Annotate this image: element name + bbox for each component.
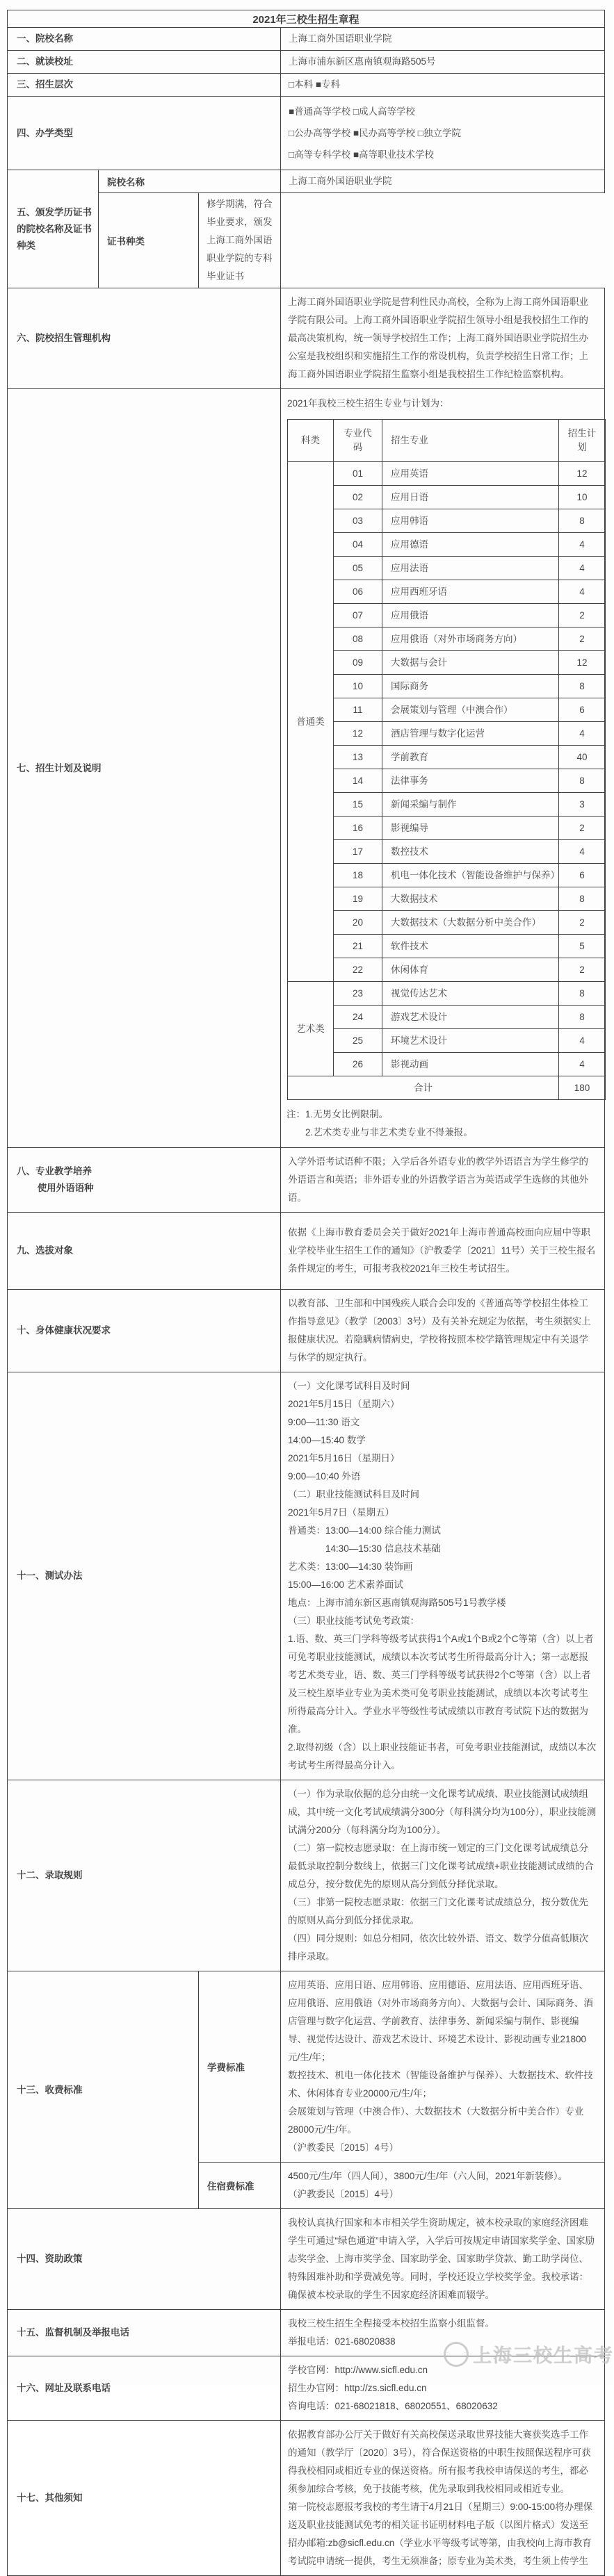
checkbox-line: □高等专科学校 ■高等职业技术学校 (289, 149, 435, 160)
row-admission-rules (8, 1780, 605, 1971)
major-name: 影视动画 (382, 1053, 559, 1076)
major-name: 会展策划与管理（中澳合作） (382, 698, 559, 721)
paragraph: （三）职业技能考试免考政策： (288, 1616, 419, 1626)
section-label-line2: 使用外语语种 (37, 1183, 94, 1193)
plan-table-header (288, 420, 605, 461)
paragraph: 数控技术、机电一体化技术（智能设备维护与保养）、大数据技术、软件技术、休闲体育专业20000元/生/年； (288, 2070, 593, 2099)
plan-count: 4 (579, 846, 585, 857)
plan-row (334, 485, 605, 509)
section-label: 十、身体健康状况要求 (8, 1290, 281, 1372)
plan-count: 6 (579, 704, 585, 715)
paragraph: （二）第一院校志愿录取：在上海市统一划定的三门文化课考试成绩总分最低录取控制分数线上，依据三门文化课考试成绩+职业技能测试成绩的合成总分，按分数优先的原则从高分到低分择优录取。 (288, 1843, 594, 1889)
paragraph: 9:00—11:30 语文 (288, 1417, 360, 1427)
major-name: 酒店管理与数字化运营 (382, 722, 559, 745)
row-test-method (8, 1372, 605, 1780)
section-label: 十二、录取规则 (8, 1780, 281, 1971)
major-code: 02 (334, 486, 382, 509)
plan-row (334, 580, 605, 603)
major-name: 软件技术 (382, 935, 559, 958)
major-code: 18 (334, 864, 382, 887)
plan-row (334, 816, 605, 839)
paragraph: 1.语、数、英三门学科等级考试获得1个A或1个B或2个C等第（含）以上者可免考职业技能测试，成绩以本次考试考生所得最高分计入；第一志愿报考艺术类专业，语、数、英三门学科等级考试获得2个C等第（含）以上者及三校生原毕业专业为美术类可免考职业技能测试，成绩以本次考试考生所得最高分计入。学业水平等级性考试成绩以市教育考试院下达的数据为准。 (288, 1634, 594, 1734)
plan-row (334, 1052, 605, 1076)
plan-count: 2 (579, 964, 585, 975)
major-code: 24 (334, 1006, 382, 1028)
major-code: 08 (334, 627, 382, 650)
plan-count: 4 (579, 1058, 585, 1069)
plan-cell (281, 389, 605, 1148)
plan-row (334, 769, 605, 792)
section-label: 十五、监督机制及举报电话 (8, 2310, 281, 2356)
major-code: 10 (334, 675, 382, 698)
plan-note-line: 2.艺术类专业与非艺术类专业不得兼报。 (286, 1127, 473, 1138)
plan-count: 8 (579, 680, 585, 691)
paragraph: 15:00—16:00 艺术素养面试 (288, 1580, 403, 1590)
category-cell: 普通类 (288, 462, 334, 981)
major-code: 03 (334, 509, 382, 532)
checkbox-line: □公办高等学校 ■民办高等学校 □独立学院 (289, 128, 461, 138)
checkbox-line: ■普通高等学校 □成人高等学校 (289, 106, 416, 117)
sub-label: 证书种类 (99, 193, 199, 288)
plan-row (334, 532, 605, 556)
plan-intro: 2021年我校三校生招生专业与计划为： (287, 398, 449, 409)
section-label: 十三、收费标准 (8, 1971, 199, 2209)
major-code: 11 (334, 698, 382, 721)
section-label-line1: 八、专业教学培养 (17, 1166, 92, 1176)
plan-note-line: 注：1.无男女比例限制。 (286, 1109, 389, 1119)
section-label: 十一、测试办法 (8, 1372, 281, 1780)
paragraph: 2021年5月7日（星期五） (288, 1507, 395, 1518)
category-cell: 艺术类 (288, 982, 334, 1076)
plan-row (334, 910, 605, 934)
row-foreign-language (8, 1148, 605, 1213)
plan-count: 4 (579, 562, 585, 573)
row-certificate-school (8, 170, 605, 193)
other-notes-paragraphs (281, 2421, 605, 2576)
plan-count: 8 (579, 893, 585, 904)
plan-count: 12 (576, 468, 588, 479)
plan-count: 2 (579, 633, 585, 644)
plan-row (334, 462, 605, 485)
sub-label: 学费标准 (199, 1971, 281, 2163)
plan-row (334, 650, 605, 674)
sub-value: 修学期满，符合毕业要求，颁发上海工商外国语职业学院的专科毕业证书 (199, 193, 281, 288)
plan-count: 3 (579, 798, 585, 810)
plan-row (334, 674, 605, 698)
section-label: 五、颁发学历证书的院校名称及证书种类 (8, 170, 99, 288)
total-value: 180 (574, 1082, 590, 1093)
header-major-code: 专业代码 (334, 420, 382, 461)
plan-row (334, 698, 605, 721)
paragraph: （四）同分规则：如总分相同，依次比较外语、语文、数学分值高低顺次排序录取。 (288, 1933, 588, 1962)
watermark-text: 上海三校生高考 (473, 2345, 614, 2366)
plan-row (334, 982, 605, 1005)
plan-count: 6 (579, 869, 585, 880)
plan-row (334, 958, 605, 981)
plan-count: 2 (579, 917, 585, 928)
major-name: 应用俄语 (382, 604, 559, 627)
major-code: 14 (334, 769, 382, 792)
plan-row (334, 603, 605, 627)
row-selection-target (8, 1213, 605, 1290)
header-category: 科类 (288, 420, 334, 461)
major-code: 04 (334, 533, 382, 556)
major-code: 16 (334, 817, 382, 839)
paragraph: （一）文化课考试科目及时间 (288, 1381, 410, 1391)
paragraph: （沪教委民〔2015〕4号） (288, 2142, 399, 2153)
section-label: 九、选拔对象 (8, 1213, 281, 1290)
major-code: 17 (334, 840, 382, 863)
paragraph: （二）职业技能测试科目及时间 (288, 1489, 419, 1500)
plan-row (334, 839, 605, 863)
major-name: 国际商务 (382, 675, 559, 698)
major-code: 25 (334, 1029, 382, 1052)
major-code: 15 (334, 793, 382, 816)
major-code: 06 (334, 580, 382, 603)
plan-row (334, 745, 605, 769)
admission-rules-paragraphs (281, 1780, 605, 1971)
major-name: 法律事务 (382, 769, 559, 792)
paragraph: （一）作为录取依据的总分由统一文化课考试成绩、职业技能测试成绩组成，其中统一文化考试成绩满分300分（每科满分均为100分），职业技能测试满分200分（每科满分均为100分）。 (288, 1789, 597, 1835)
major-code: 19 (334, 887, 382, 910)
major-name: 影视编导 (382, 817, 559, 839)
major-name: 大数据技术（大数据分析中美合作） (382, 911, 559, 934)
major-name: 应用韩语 (382, 509, 559, 532)
section-label: 十四、资助政策 (8, 2209, 281, 2310)
paragraph: 应用英语、应用日语、应用韩语、应用德语、应用法语、应用西班牙语、应用俄语、应用俄语（对外市场商务方向）、大数据与会计、国际商务、酒店管理与数字化运营、学前教育、法律事务、新闻采编与制作、影视编导、视觉传达设计、游戏艺术设计、环境艺术设计、影视动画专业21800元/生/年； (288, 1980, 593, 2062)
supervision-paragraphs (281, 2310, 605, 2356)
paragraph: 举报电话：021-68020838 (288, 2336, 396, 2347)
plan-count: 2 (579, 609, 585, 621)
plan-count: 8 (579, 987, 585, 999)
major-name: 应用俄语（对外市场商务方向） (382, 627, 559, 650)
plan-notes (286, 1106, 599, 1142)
major-name: 应用西班牙语 (382, 580, 559, 603)
paragraph: 14:30—15:30 信息技术基础 (288, 1543, 441, 1554)
contact-paragraphs (281, 2356, 605, 2421)
section-paragraph: 依据《上海市教育委员会关于做好2021年上海市普通高校面向应届中等职业学校毕业生招生工作的通知》（沪教委学〔2021〕11号）关于三校生报名条件规定的考生，可报考我校2021年三校生考试招生。 (281, 1213, 605, 1290)
row-website-contact (8, 2356, 605, 2421)
plan-count: 10 (576, 491, 588, 502)
plan-row (334, 887, 605, 910)
paragraph: （沪教委民〔2015〕4号） (288, 2189, 399, 2199)
paragraph: 2.取得初级（含）以上职业技能证书者，可免考职业技能测试，成绩以本次考试考生所得最高分计入。 (288, 1742, 597, 1771)
paragraph: 我校三校生招生全程接受本校招生监察小组监督。 (288, 2318, 494, 2329)
section-paragraph: 我校认真执行国家和本市相关学生资助规定，被本校录取的家庭经济困难学生可通过“绿色通道”申请入学，入学后可按规定申请国家奖学金、国家励志奖学金、上海市奖学金、国家助学金、国家助学贷款、勤工助学岗位、特殊困难补助和学费减免等。同时，学校还设立学校奖学金。我校承诺：确保被本校录取的学生不因家庭经济困难而辍学。 (281, 2209, 605, 2310)
major-code: 21 (334, 935, 382, 958)
total-label: 合计 (288, 1076, 559, 1099)
section-value: 上海工商外国语职业学院 (281, 28, 605, 51)
major-code: 12 (334, 722, 382, 745)
paragraph: 9:00—10:40 外语 (288, 1471, 361, 1482)
plan-group-general (288, 461, 605, 981)
major-name: 学前教育 (382, 746, 559, 769)
section-label: 七、招生计划及说明 (8, 389, 281, 1148)
plan-row (334, 1028, 605, 1052)
section-label: 十六、网址及联系电话 (8, 2356, 281, 2421)
paragraph: 4500元/生/年（四人间），3800元/生/年（六人间，2021年新装修）。 (288, 2171, 568, 2181)
paragraph: 招生办官网：http://zs.sicfl.edu.cn (288, 2383, 427, 2393)
section-label: 二、就读校址 (8, 51, 281, 74)
major-name: 机电一体化技术（智能设备维护与保养） (382, 864, 559, 887)
plan-row (334, 863, 605, 887)
paragraph: 2021年5月16日（星期日） (288, 1453, 400, 1463)
major-code: 26 (334, 1053, 382, 1076)
major-name: 环境艺术设计 (382, 1029, 559, 1052)
document-table (7, 10, 605, 2576)
plan-count: 4 (579, 586, 585, 597)
tuition-paragraphs (281, 1971, 605, 2163)
major-name: 数控技术 (382, 840, 559, 863)
section-label: 一、院校名称 (8, 28, 281, 51)
row-enrollment-plan (8, 389, 605, 1148)
plan-row (334, 792, 605, 816)
major-name: 应用英语 (382, 462, 559, 485)
major-code: 01 (334, 462, 382, 485)
title-row (8, 10, 605, 28)
section-paragraph: 以教育部、卫生部和中国残疾人联合会印发的《普通高等学校招生体检工作指导意见》（教学〔2003〕3号）及有关补充规定为依据，考生须据实上报健康状况。若隐瞒病情病史，学校将按照本校学籍管理规定中有关退学与休学的规定执行。 (281, 1290, 605, 1372)
plan-row (334, 1005, 605, 1028)
plan-count: 8 (579, 515, 585, 526)
major-name: 休闲体育 (382, 958, 559, 981)
row-school-type (8, 97, 605, 170)
major-name: 大数据与会计 (382, 651, 559, 674)
major-name: 游戏艺术设计 (382, 1006, 559, 1028)
school-type-options (281, 97, 605, 170)
sub-value: 上海工商外国语职业学院 (281, 170, 605, 193)
plan-count: 4 (579, 539, 585, 550)
section-value: 上海市浦东新区惠南镇观海路505号 (281, 51, 605, 74)
paragraph: 2021年5月15日（星期六） (288, 1399, 400, 1409)
section-label: 四、办学类型 (8, 97, 281, 170)
paragraph: 14:00—15:40 数学 (288, 1435, 366, 1445)
paragraph: 普通类：13:00—14:00 综合能力测试 (288, 1525, 441, 1536)
major-code: 23 (334, 982, 382, 1005)
plan-count: 4 (579, 728, 585, 739)
row-tuition-fee (8, 1971, 605, 2163)
major-name: 视觉传达艺术 (382, 982, 559, 1005)
section-label: 十七、其他须知 (8, 2421, 281, 2576)
plan-row (334, 934, 605, 958)
major-code: 05 (334, 557, 382, 580)
header-plan: 招生计划 (567, 428, 597, 452)
plan-row (334, 627, 605, 650)
section-paragraph: 入学外语考试语种不限；入学后各外语专业的教学外语语言为学生修学的外语语言和英语；非外语专业的外语教学语言为英语或学生选修的其他外语。 (281, 1148, 605, 1213)
paragraph: （三）非第一院校志愿录取：依据三门文化课考试成绩总分，按分数优先的原则从高分到低分择优录取。 (288, 1897, 588, 1926)
row-school-name (8, 28, 605, 51)
major-name: 应用法语 (382, 557, 559, 580)
row-campus-address (8, 51, 605, 74)
row-enrollment-level (8, 74, 605, 97)
paragraph: 地点：上海市浦东新区惠南镇观海路505号1号教学楼 (288, 1598, 506, 1608)
paragraph: 会展策划与管理（中澳合作）、大数据技术（大数据分析中美合作）专业28000元/生/年。 (288, 2106, 584, 2135)
row-financial-aid (8, 2209, 605, 2310)
paragraph: 依据教育部办公厅关于做好有关高校保送录取世界技能大赛获奖选手工作的通知（教学厅〔2020〕3号），符合保送资格的中职生按照保送程序可获得我校相同或相近专业的保送资格。所有报考我校申请保送的考生，都必须参加综合考核，免于技能考核，优先录取到我校相同或相近专业。 (288, 2429, 591, 2494)
plan-rows (334, 982, 605, 1076)
paragraph: 咨询电话：021-68021818、68020551、68020632 (288, 2401, 498, 2411)
row-admission-org (8, 288, 605, 389)
page-title: 2021年三校生招生章程 (8, 10, 605, 28)
plan-count: 2 (579, 822, 585, 833)
plan-count: 4 (579, 1035, 585, 1046)
sub-label: 住宿费标准 (199, 2163, 281, 2209)
test-method-paragraphs (281, 1372, 605, 1780)
plan-count: 8 (579, 775, 585, 786)
plan-row (334, 509, 605, 532)
major-name: 新闻采编与制作 (382, 793, 559, 816)
plan-row (334, 556, 605, 580)
plan-row (334, 721, 605, 745)
major-name: 应用德语 (382, 533, 559, 556)
plan-count: 5 (579, 940, 585, 951)
row-supervision (8, 2310, 605, 2356)
accommodation-paragraphs (281, 2163, 605, 2209)
section-label: 六、院校招生管理机构 (8, 288, 281, 389)
paragraph: 第一院校志愿报考我校的考生请于4月21日（星期三）9:00-15:00将办理保送及职业技能测试免考的相关证书证明材料电子版（以图片格式）发送至招办邮箱:zb@sicfl.edu.cn（学业水平等级考试等第，由我校向上海市教育考试院申请统一提供，考生无须准备；原专业为美术类，考生须上传学生 (288, 2502, 593, 2566)
major-code: 09 (334, 651, 382, 674)
plan-total-row (288, 1076, 605, 1099)
plan-count: 40 (576, 751, 588, 762)
plan-table (287, 419, 606, 1100)
major-name: 应用日语 (382, 486, 559, 509)
sub-label: 院校名称 (99, 170, 281, 193)
plan-group-art (288, 981, 605, 1076)
major-code: 13 (334, 746, 382, 769)
major-code: 20 (334, 911, 382, 934)
row-other-notes (8, 2421, 605, 2576)
row-health-requirements (8, 1290, 605, 1372)
section-paragraph: 上海工商外国语职业学院是营利性民办高校，全称为上海工商外国语职业学院有限公司。上海工商外国语职业学院招生领导小组是我校招生工作的最高决策机构，统一领导学校招生工作；上海工商外国语职业学院招生办公室是我校组织和实施招生工作的常设机构，负责学校招生日常工作；上海工商外国语职业学院招生监察小组是我校招生工作纪检监察机构。 (281, 288, 605, 389)
major-name: 大数据技术 (382, 887, 559, 910)
header-major-name: 招生专业 (382, 420, 559, 461)
checkbox-line: □本科 ■专科 (281, 74, 605, 97)
plan-rows (334, 462, 605, 981)
section-label (8, 1148, 281, 1213)
major-code: 07 (334, 604, 382, 627)
paragraph: 艺术类：13:00—14:30 装饰画 (288, 1561, 413, 1572)
plan-count: 8 (579, 1011, 585, 1022)
major-code: 22 (334, 958, 382, 981)
paragraph: 学校官网：http://www.sicfl.edu.cn (288, 2365, 428, 2375)
section-label: 三、招生层次 (8, 74, 281, 97)
plan-count: 12 (576, 657, 588, 668)
